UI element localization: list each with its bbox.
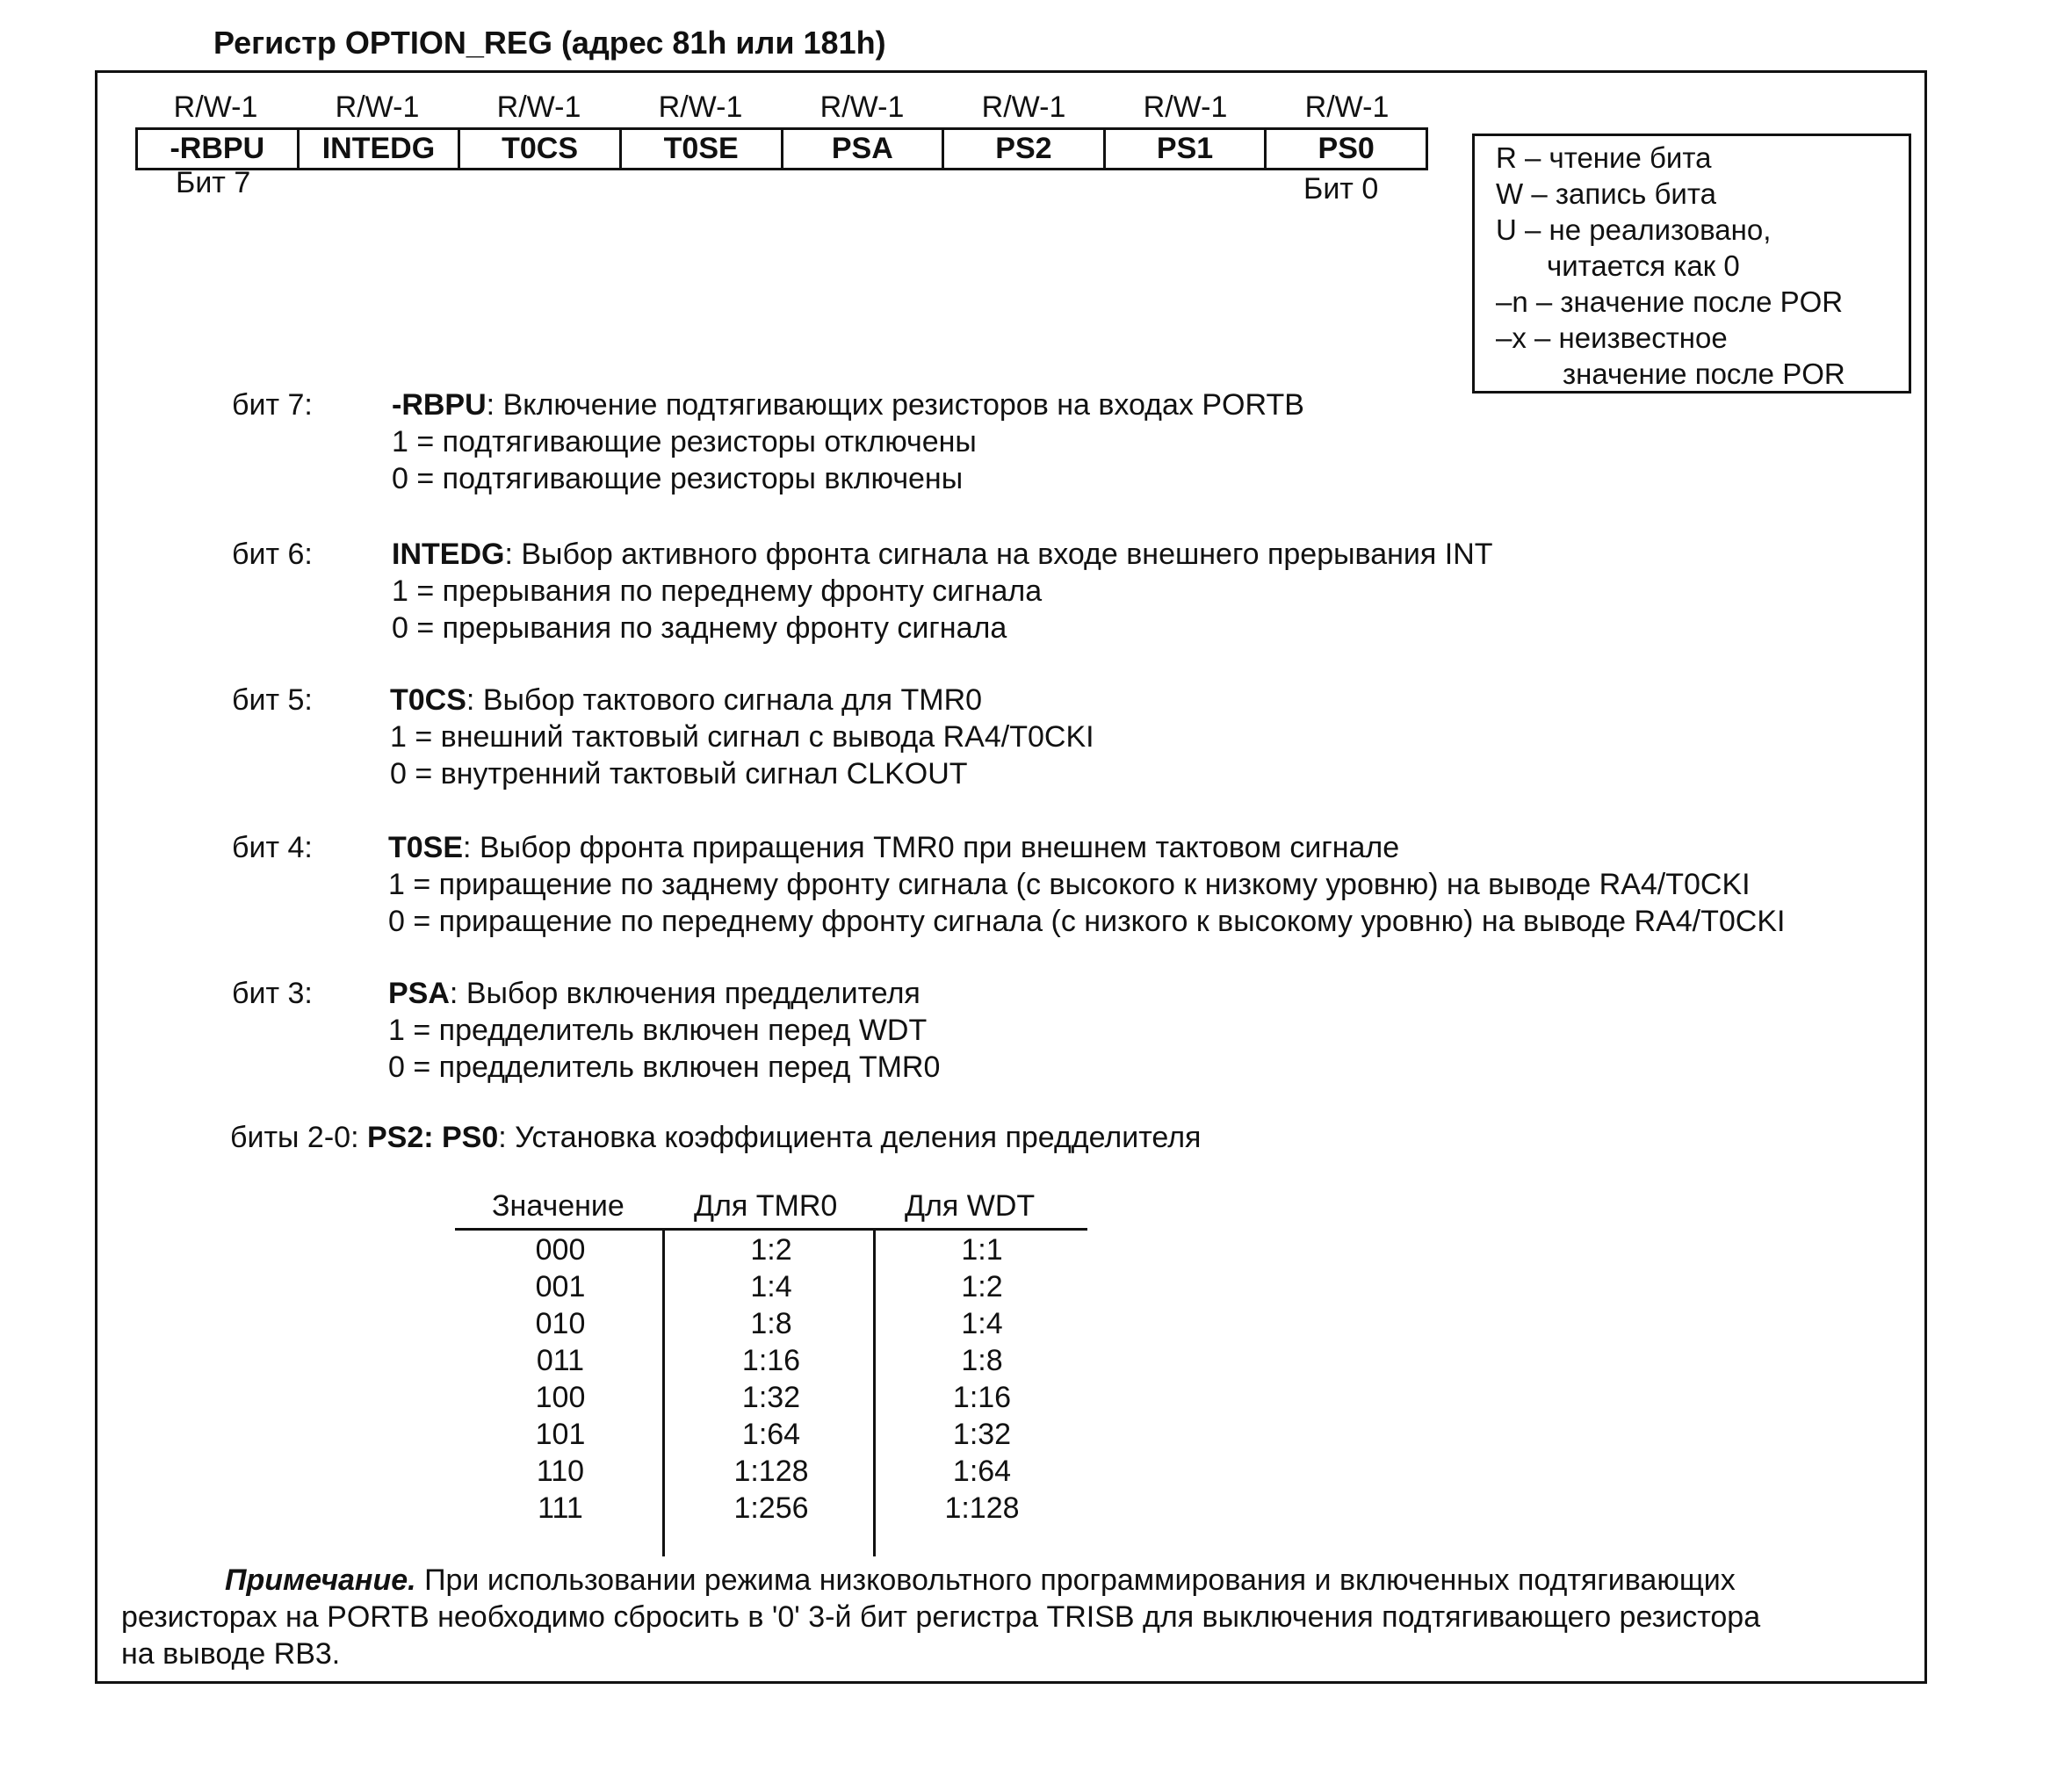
bit-name-3: PSA — [781, 130, 942, 168]
table-cell: 1:64 — [952, 1455, 1012, 1488]
table-cell: 001 — [535, 1270, 586, 1303]
bit6-text: : Выбор активного фронта сигнала на входе внешнего прерывания INT — [504, 538, 1493, 571]
bit4-line1: 1 = приращение по заднему фронту сигнала (с высокого к низкому уровню) на выводе RA4/T0CKI — [388, 868, 1751, 901]
table-cell: 100 — [535, 1381, 586, 1414]
legend-r: R – чтение бита — [1496, 141, 1712, 174]
bit3-line1: 1 = предделитель включен перед WDT — [388, 1014, 928, 1047]
bit3-text: : Выбор включения предделителя — [449, 977, 920, 1010]
legend-x: –x – неизвестное — [1496, 321, 1728, 354]
bit5-line1: 1 = внешний тактовый сигнал с вывода RA4/T0CKI — [390, 720, 1094, 754]
table-cell: 1:8 — [750, 1307, 792, 1340]
table-cell: 1:32 — [741, 1381, 801, 1414]
access-bit1: R/W-1 — [1143, 90, 1228, 124]
note-paragraph — [121, 1562, 1895, 1672]
legend-n: –n – значение после POR — [1496, 285, 1844, 318]
col-header-wdt: Для WDT — [905, 1189, 1036, 1223]
table-cell: 1:4 — [961, 1307, 1003, 1340]
table-cell: 1:1 — [961, 1233, 1003, 1267]
bit3-line0: 0 = предделитель включен перед TMR0 — [388, 1051, 941, 1084]
table-cell: 1:128 — [944, 1491, 1020, 1525]
bit7-line0: 0 = подтягивающие резисторы включены — [392, 462, 964, 495]
table-cell: 011 — [536, 1344, 585, 1377]
note-line3: на выводе RB3. — [121, 1637, 341, 1671]
table-cell: 1:16 — [952, 1381, 1012, 1414]
bit5-label: бит 5: — [232, 683, 313, 717]
ps-text: : Установка коэффициента деления предделителя — [498, 1121, 1202, 1154]
table-cell: 1:128 — [733, 1455, 809, 1488]
bit7-caption: Бит 7 — [176, 166, 251, 199]
note-line1: При использовании режима низковольтного программирования и включенных подтягивающих — [424, 1563, 1736, 1597]
table-cell: 111 — [538, 1491, 583, 1525]
legend-x-cont: значение после POR — [1563, 357, 1845, 390]
bit-name-1: PS1 — [1103, 130, 1265, 168]
col-header-tmr0: Для TMR0 — [694, 1189, 838, 1223]
bit3-label: бит 3: — [232, 977, 313, 1010]
ps-label: биты 2-0: — [230, 1121, 359, 1154]
table-cell: 1:64 — [741, 1418, 801, 1451]
bit4-line0: 0 = приращение по переднему фронту сигнала (с низкого к высокому уровню) на выводе RA4/T0CKI — [388, 905, 1786, 938]
ps-description — [230, 1121, 1201, 1155]
table-cell: 1:8 — [961, 1344, 1003, 1377]
bit7-text: : Включение подтягивающих резисторов на входах PORTB — [486, 388, 1304, 422]
table-cell: 1:2 — [750, 1233, 792, 1267]
register-bit-table — [135, 127, 1428, 170]
bit-name-6: INTEDG — [297, 130, 458, 168]
note-line2: резисторах на PORTB необходимо сбросить в '0' 3-й бит регистра TRISB для выключения подтягивающего резистора — [121, 1600, 1761, 1634]
bit3-name: PSA — [388, 977, 450, 1010]
bit6-line0: 0 = прерывания по заднему фронту сигнала — [392, 611, 1007, 645]
bit6-name: INTEDG — [392, 538, 505, 571]
bit4-label: бит 4: — [232, 831, 313, 864]
bit7-line1: 1 = подтягивающие резисторы отключены — [392, 425, 977, 458]
page-title: Регистр OPTION_REG (адрес 81h или 181h) — [213, 25, 886, 61]
table-cell: 110 — [536, 1455, 585, 1488]
bit7-name: -RBPU — [392, 388, 487, 422]
bit-name-7: -RBPU — [170, 132, 265, 165]
table-cell: 1:2 — [961, 1270, 1003, 1303]
bit6-line1: 1 = прерывания по переднему фронту сигнала — [392, 574, 1043, 608]
legend-u: U – не реализовано, — [1496, 213, 1772, 246]
access-bit3: R/W-1 — [819, 90, 905, 124]
access-bit4: R/W-1 — [658, 90, 743, 124]
access-bit0: R/W-1 — [1304, 90, 1390, 124]
legend-box — [1472, 134, 1911, 394]
access-bit7: R/W-1 — [173, 90, 258, 124]
table-cell: 010 — [535, 1307, 586, 1340]
table-cell: 101 — [535, 1418, 586, 1451]
table-cell: 1:256 — [733, 1491, 809, 1525]
bit5-name: T0CS — [390, 683, 466, 717]
bit-name-4: T0SE — [619, 130, 781, 168]
table-cell: 000 — [535, 1233, 586, 1267]
col-header-value: Значение — [492, 1189, 624, 1223]
access-bit5: R/W-1 — [496, 90, 581, 124]
bit4-name: T0SE — [388, 831, 464, 864]
bit-name-0: PS0 — [1264, 130, 1426, 168]
bit-name-5: T0CS — [458, 130, 619, 168]
bit0-caption: Бит 0 — [1303, 172, 1379, 206]
access-bit2: R/W-1 — [981, 90, 1066, 124]
access-bit6: R/W-1 — [335, 90, 420, 124]
bit6-label: бит 6: — [232, 538, 313, 571]
ps-name: PS2: PS0 — [366, 1121, 499, 1154]
note-label: Примечание. — [225, 1563, 416, 1597]
legend-w: W – запись бита — [1496, 177, 1716, 210]
header-underline — [455, 1228, 1087, 1231]
bit5-line0: 0 = внутренний тактовый сигнал CLKOUT — [390, 757, 968, 791]
bit-name-2: PS2 — [942, 130, 1103, 168]
legend-u-cont: читается как 0 — [1547, 249, 1740, 282]
bit7-label: бит 7: — [232, 388, 313, 422]
table-cell: 1:32 — [952, 1418, 1012, 1451]
bit5-text: : Выбор тактового сигнала для TMR0 — [466, 683, 983, 717]
table-cell: 1:4 — [750, 1270, 792, 1303]
bit4-text: : Выбор фронта приращения TMR0 при внешнем тактовом сигнале — [463, 831, 1400, 864]
table-cell: 1:16 — [741, 1344, 801, 1377]
